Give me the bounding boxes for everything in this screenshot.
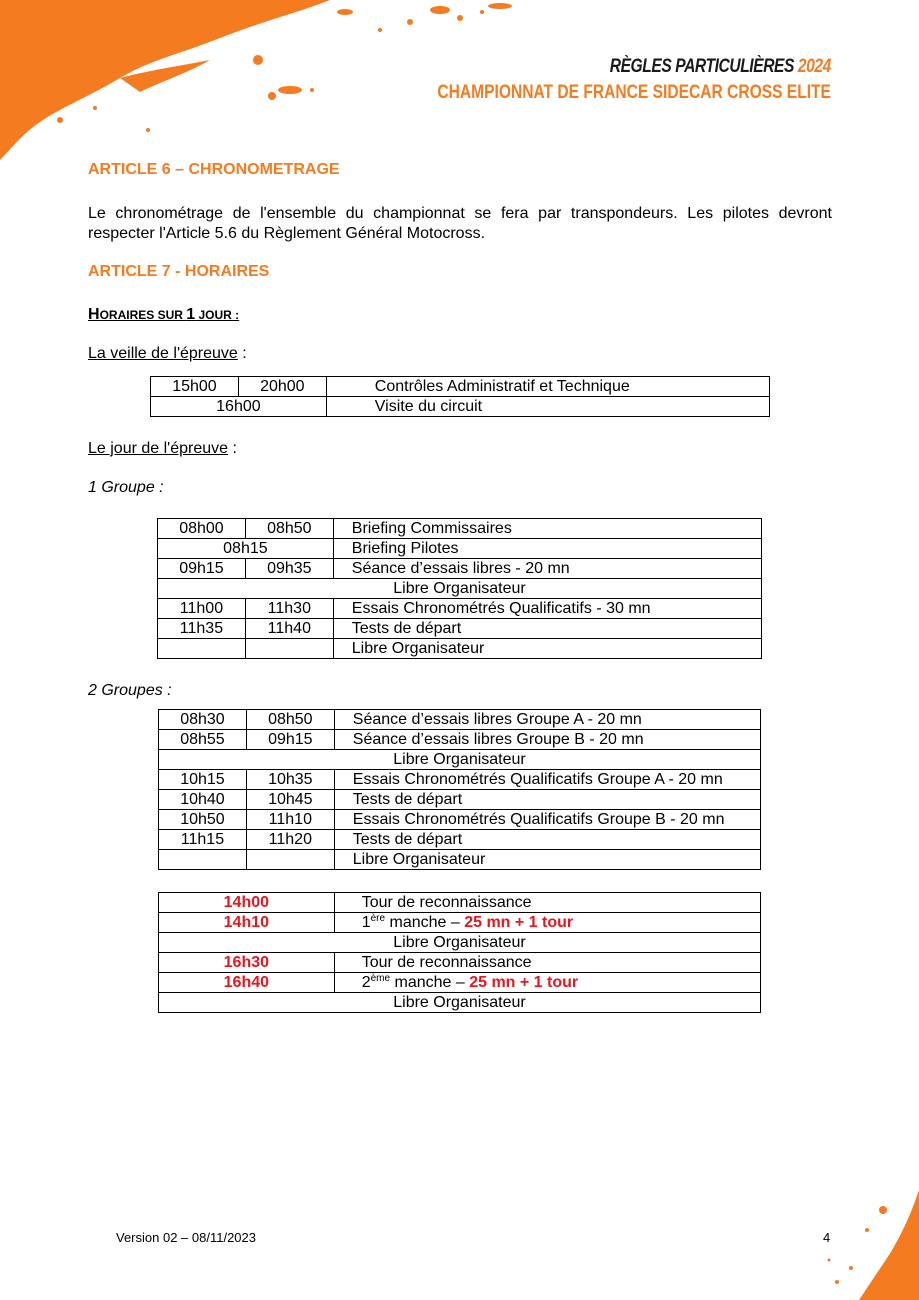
table-row — [159, 750, 761, 770]
page-number: 4 — [823, 1230, 831, 1245]
race-ordinal: ère — [370, 913, 386, 924]
table-row — [159, 790, 761, 810]
race-time: 14h00 — [159, 893, 335, 913]
header-subtitle: CHAMPIONNAT DE FRANCE SIDECAR CROSS ELITE — [437, 82, 831, 103]
activity: Essais Chronométrés Qualificatifs Groupe B - 20 mn — [334, 810, 760, 830]
table-row — [151, 377, 770, 397]
activity: Séance d’essais libres - 20 mn — [333, 559, 761, 579]
activity: Séance d’essais libres Groupe B - 20 mn — [334, 730, 760, 750]
time-end: 08h50 — [245, 519, 333, 539]
activity: Briefing Commissaires — [333, 519, 761, 539]
activity: Libre Organisateur — [333, 639, 761, 659]
time: 08h15 — [158, 539, 334, 559]
table-row — [159, 993, 761, 1013]
table-row — [158, 539, 762, 559]
subtitle-initial: H — [88, 306, 100, 323]
time-end: 11h40 — [245, 619, 333, 639]
article-7-title: ARTICLE 7 - HORAIRES — [88, 263, 270, 280]
race-time: 16h30 — [159, 953, 335, 973]
header-year: 2024 — [797, 56, 831, 77]
time-end — [246, 850, 334, 870]
time-end: 20h00 — [238, 377, 326, 397]
activity: Essais Chronométrés Qualificatifs Groupe A - 20 mn — [334, 770, 760, 790]
time-start: 09h15 — [158, 559, 246, 579]
time-start — [159, 850, 247, 870]
table-row — [151, 397, 770, 417]
subtitle-num: 1 — [186, 306, 196, 323]
schedule-subtitle — [88, 306, 239, 324]
table-row — [159, 893, 761, 913]
time-end: 09h15 — [246, 730, 334, 750]
table-row — [158, 599, 762, 619]
subtitle-rest: ORAIRES SUR — [99, 308, 187, 322]
activity: Tests de départ — [334, 830, 760, 850]
race-ordinal: ème — [370, 973, 391, 984]
activity: Tour de reconnaissance — [334, 893, 760, 913]
time-start: 08h30 — [159, 710, 247, 730]
time-start: 08h55 — [159, 730, 247, 750]
table-row — [158, 639, 762, 659]
activity: Briefing Pilotes — [333, 539, 761, 559]
groupe2-label: 2 Groupes : — [88, 682, 172, 699]
race-number: 2 — [361, 974, 371, 991]
jour-label-text: Le jour de l'épreuve — [88, 440, 229, 457]
time-end: 09h35 — [245, 559, 333, 579]
table-row — [159, 933, 761, 953]
race-duration: 25 mn + 1 tour — [469, 974, 579, 991]
header-title-text: RÈGLES PARTICULIÈRES — [609, 56, 795, 77]
race-time: 14h10 — [159, 913, 335, 933]
groupe1-table — [157, 518, 762, 659]
table-row — [158, 619, 762, 639]
veille-label-text: La veille de l'épreuve — [88, 345, 238, 362]
time-end: 10h45 — [246, 790, 334, 810]
time-start: 15h00 — [151, 377, 239, 397]
time-end — [245, 639, 333, 659]
time-start — [158, 639, 246, 659]
table-row — [159, 770, 761, 790]
time-start: 11h15 — [159, 830, 247, 850]
header-title — [437, 56, 831, 78]
time-start: 11h00 — [158, 599, 246, 619]
time-start: 11h35 — [158, 619, 246, 639]
activity: Libre Organisateur — [334, 850, 760, 870]
activity: Tests de départ — [334, 790, 760, 810]
full-row-activity: Libre Organisateur — [159, 933, 761, 953]
race-1-activity — [334, 913, 760, 933]
time-start: 10h15 — [159, 770, 247, 790]
time: 16h00 — [151, 397, 327, 417]
races-table — [158, 892, 761, 1013]
time-start: 08h00 — [158, 519, 246, 539]
time-end: 10h35 — [246, 770, 334, 790]
table-row — [159, 830, 761, 850]
veille-label — [88, 345, 247, 363]
footer-version: Version 02 – 08/11/2023 — [116, 1230, 256, 1245]
article-6-title: ARTICLE 6 – CHRONOMETRAGE — [88, 161, 340, 178]
time-start: 10h40 — [159, 790, 247, 810]
race-time: 16h40 — [159, 973, 335, 993]
table-row — [159, 730, 761, 750]
time-end: 11h20 — [246, 830, 334, 850]
activity: Contrôles Administratif et Technique — [326, 377, 769, 397]
table-row — [159, 913, 761, 933]
table-row — [159, 850, 761, 870]
full-row-activity: Libre Organisateur — [158, 579, 762, 599]
jour-label — [88, 440, 237, 458]
groupe2-table — [158, 709, 761, 870]
race-2-activity — [334, 973, 760, 993]
article-6-text: Le chronométrage de l'ensemble du championnat se fera par transpondeurs. Les pilotes devront respecter l'Article 5.6 du Règlement Général Motocross. — [88, 205, 832, 242]
race-duration: 25 mn + 1 tour — [464, 914, 574, 931]
time-end: 08h50 — [246, 710, 334, 730]
race-text: manche – — [385, 914, 465, 931]
table-row — [159, 973, 761, 993]
activity: Tour de reconnaissance — [334, 953, 760, 973]
activity: Séance d’essais libres Groupe A - 20 mn — [334, 710, 760, 730]
activity: Visite du circuit — [326, 397, 769, 417]
jour-colon: : — [228, 440, 237, 457]
groupe1-label: 1 Groupe : — [88, 479, 164, 496]
table-row — [159, 953, 761, 973]
table-row — [158, 559, 762, 579]
race-text: manche – — [390, 974, 470, 991]
document-header — [351, 56, 831, 104]
time-start: 10h50 — [159, 810, 247, 830]
race-number: 1 — [361, 914, 371, 931]
activity: Essais Chronométrés Qualificatifs - 30 mn — [333, 599, 761, 619]
table-row — [159, 810, 761, 830]
time-end: 11h30 — [245, 599, 333, 619]
table-row — [158, 579, 762, 599]
full-row-activity: Libre Organisateur — [159, 750, 761, 770]
full-row-activity: Libre Organisateur — [159, 993, 761, 1013]
subtitle-end: JOUR : — [195, 308, 240, 322]
time-end: 11h10 — [246, 810, 334, 830]
veille-table — [150, 376, 770, 417]
veille-colon: : — [237, 345, 247, 362]
table-row — [159, 710, 761, 730]
activity: Tests de départ — [333, 619, 761, 639]
table-row — [158, 519, 762, 539]
corner-splash-graphic-bottom — [759, 1190, 919, 1300]
